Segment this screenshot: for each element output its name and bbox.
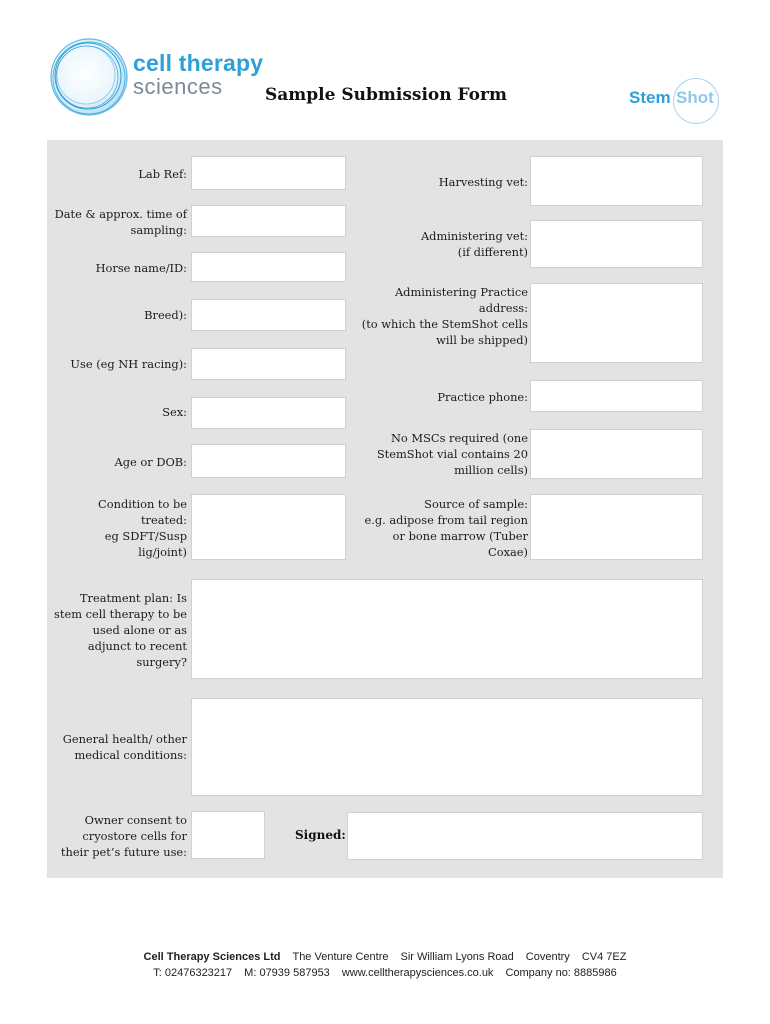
practice-phone-label: Practice phone:	[437, 390, 528, 404]
breed-label: Breed):	[144, 308, 187, 322]
condition-label: Condition to be treated: eg SDFT/Susp lig/joint)	[98, 497, 187, 559]
mscs-required-field[interactable]	[530, 429, 703, 479]
condition-field[interactable]	[191, 494, 346, 560]
mscs-required-label: No MSCs required (one StemShot vial contains 20 million cells)	[376, 431, 528, 477]
footer-phone: T: 02476323217	[153, 967, 233, 979]
signature-field[interactable]	[347, 812, 703, 860]
stemshot-logo	[626, 76, 726, 124]
footer-line2	[0, 967, 770, 979]
footer-address2: Sir William Lyons Road	[400, 951, 514, 963]
footer-city: Coventry	[525, 951, 570, 963]
administering-vet-field[interactable]	[530, 220, 703, 268]
general-health-label: General health/ other medical conditions:	[62, 732, 187, 762]
footer-address1: The Venture Centre	[292, 951, 389, 963]
form-title: Sample Submission Form	[265, 85, 507, 105]
general-health-field[interactable]	[191, 698, 703, 796]
administering-vet-label: Administering vet: (if different)	[420, 229, 528, 259]
stemshot-logo-part2: Shot	[676, 88, 714, 107]
breed-field[interactable]	[191, 299, 346, 331]
sample-source-field[interactable]	[530, 494, 703, 560]
owner-consent-field[interactable]	[191, 811, 265, 859]
practice-phone-field[interactable]	[530, 380, 703, 412]
footer-line1	[0, 951, 770, 963]
age-field[interactable]	[191, 444, 346, 478]
lab-ref-field[interactable]	[191, 156, 346, 190]
footer-postcode: CV4 7EZ	[581, 951, 627, 963]
horse-name-label: Horse name/ID:	[95, 261, 187, 275]
brand-name-line1: cell therapy	[133, 50, 264, 76]
stemshot-logo-part1: Stem	[629, 88, 671, 107]
lab-ref-label: Lab Ref:	[138, 167, 187, 181]
horse-name-field[interactable]	[191, 252, 346, 282]
sampling-date-label: Date & approx. time of sampling:	[54, 207, 187, 237]
sampling-date-field[interactable]	[191, 205, 346, 237]
practice-address-label: Administering Practice address: (to which the StemShot cells will be shipped)	[361, 285, 528, 347]
treatment-plan-field[interactable]	[191, 579, 703, 679]
signed-label: Signed:	[295, 828, 346, 842]
footer-company: Cell Therapy Sciences Ltd	[143, 951, 281, 963]
sex-field[interactable]	[191, 397, 346, 429]
age-label: Age or DOB:	[114, 455, 187, 469]
harvesting-vet-label: Harvesting vet:	[438, 175, 528, 189]
use-label: Use (eg NH racing):	[70, 357, 187, 371]
brand-name-line2: sciences	[133, 74, 223, 99]
footer-mobile: M: 07939 587953	[244, 967, 330, 979]
footer-website[interactable]: www.celltherapysciences.co.uk	[341, 967, 494, 979]
harvesting-vet-field[interactable]	[530, 156, 703, 206]
submission-form-panel	[47, 140, 723, 878]
practice-address-field[interactable]	[530, 283, 703, 363]
footer-company-no: Company no: 8885986	[505, 967, 617, 979]
use-field[interactable]	[191, 348, 346, 380]
sex-label: Sex:	[162, 405, 187, 419]
owner-consent-label: Owner consent to cryostore cells for their pet’s future use:	[60, 813, 187, 859]
treatment-plan-label: Treatment plan: Is stem cell therapy to be used alone or as adjunct to recent surgery?	[54, 591, 187, 669]
cell-therapy-logo-icon	[48, 36, 130, 118]
sample-source-label: Source of sample: e.g. adipose from tail region or bone marrow (Tuber Coxae)	[364, 497, 528, 559]
